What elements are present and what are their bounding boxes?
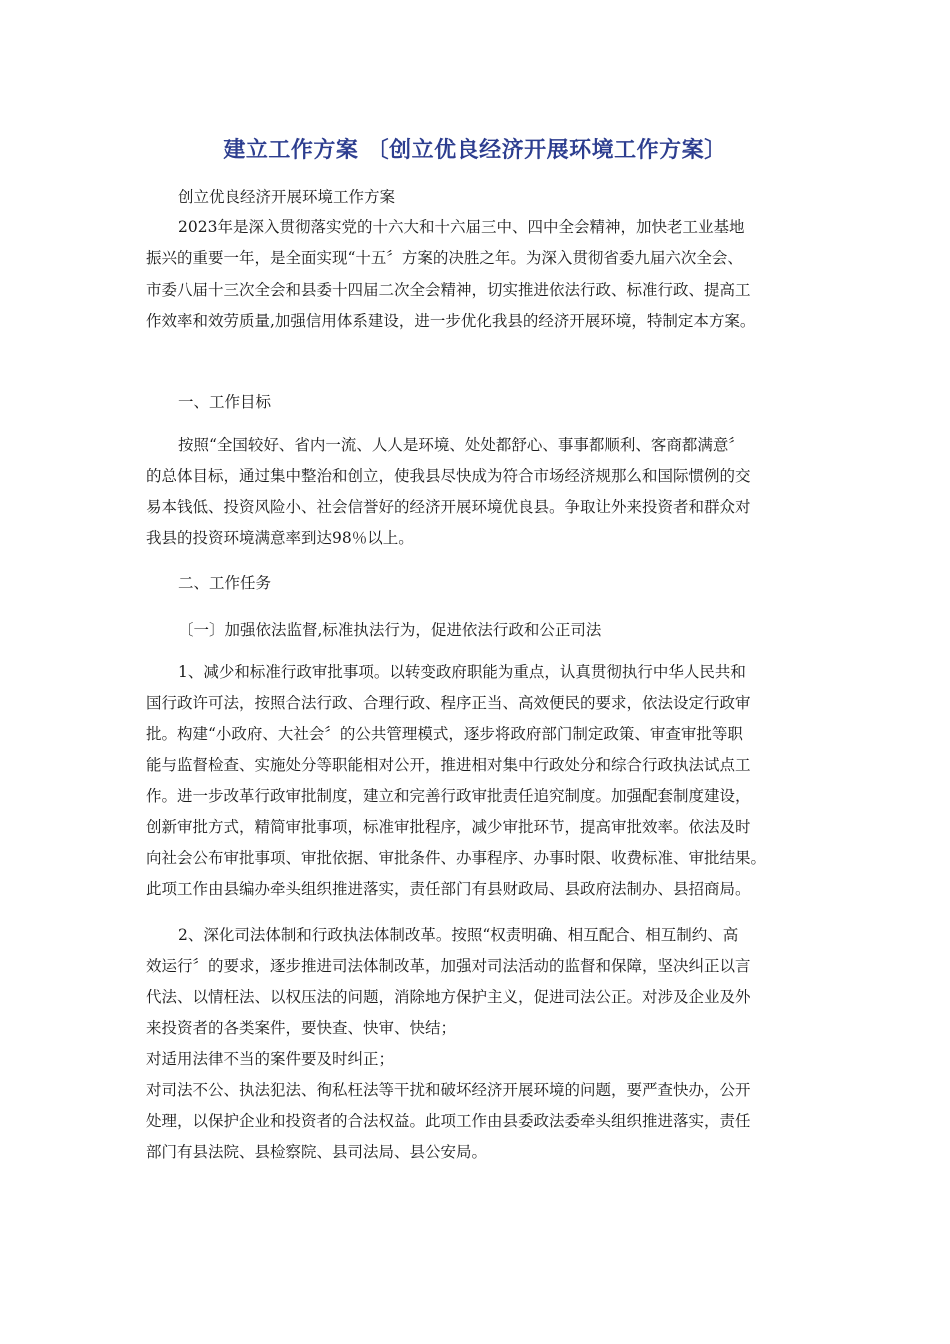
item-2-line: 代法、以情枉法、以权压法的问题，消除地方保护主义，促进司法公正。对涉及企业及外 — [146, 988, 751, 1006]
intro-line: 振兴的重要一年，是全面实现“十五〞方案的决胜之年。为深入贯彻省委九届六次全会、 — [146, 249, 743, 267]
intro-line: 2023年是深入贯彻落实党的十六大和十六届三中、四中全会精神，加快老工业基地 — [178, 218, 745, 236]
section-1-line: 易本钱低、投资风险小、社会信誉好的经济开展环境优良县。争取让外来投资者和群众对 — [146, 498, 751, 516]
document-subtitle: 创立优良经济开展环境工作方案 — [178, 188, 396, 206]
item-2-line: 2、深化司法体制和行政执法体制改革。按照“权责明确、相互配合、相互制约、高 — [178, 926, 739, 944]
intro-line: 作效率和效劳质量,加强信用体系建设，进一步优化我县的经济开展环境，特制定本方案。 — [146, 312, 756, 330]
item-1-line: 能与监督检查、实施处分等职能相对公开，推进相对集中行政处分和综合行政执法试点工 — [146, 756, 751, 774]
item-2-line: 部门有县法院、县检察院、县司法局、县公安局。 — [146, 1143, 488, 1161]
document-title: 建立工作方案 〔创立优良经济开展环境工作方案〕 — [223, 138, 727, 163]
item-2-line: 对司法不公、执法犯法、徇私枉法等干扰和破坏经济开展环境的问题，要严查快办，公开 — [146, 1081, 751, 1099]
section-1-line: 我县的投资环境满意率到达98％以上。 — [146, 529, 414, 547]
item-2-line: 来投资者的各类案件，要快查、快审、快结； — [146, 1019, 457, 1037]
section-1-line: 的总体目标，通过集中整治和创立，使我县尽快成为符合市场经济规那么和国际惯例的交 — [146, 467, 751, 485]
subsection-1-heading: 〔一〕加强依法监督,标准执法行为，促进依法行政和公正司法 — [178, 621, 602, 639]
item-1-line: 此项工作由县编办牵头组织推进落实，责任部门有县财政局、县政府法制办、县招商局。 — [146, 880, 751, 898]
item-2-line: 效运行〞的要求，逐步推进司法体制改革，加强对司法活动的监督和保障，坚决纠正以言 — [146, 957, 751, 975]
item-2-line: 处理，以保护企业和投资者的合法权益。此项工作由县委政法委牵头组织推进落实，责任 — [146, 1112, 751, 1130]
section-1-heading: 一、工作目标 — [178, 393, 272, 411]
section-1-line: 按照“全国较好、省内一流、人人是环境、处处都舒心、事事都顺利、客商都满意〞 — [178, 436, 744, 454]
item-1-line: 向社会公布审批事项、审批依据、审批条件、办事程序、办事时限、收费标准、审批结果。 — [146, 849, 767, 867]
section-2-heading: 二、工作任务 — [178, 574, 272, 592]
item-1-line: 创新审批方式，精简审批事项，标准审批程序，减少审批环节，提高审批效率。依法及时 — [146, 818, 751, 836]
intro-line: 市委八届十三次全会和县委十四届二次全会精神，切实推进依法行政、标准行政、提高工 — [146, 281, 751, 299]
item-1-line: 1、减少和标准行政审批事项。以转变政府职能为重点，认真贯彻执行中华人民共和 — [178, 663, 746, 681]
item-1-line: 批。构建“小政府、大社会〞的公共管理模式，逐步将政府部门制定政策、审查审批等职 — [146, 725, 743, 743]
item-2-line: 对适用法律不当的案件要及时纠正； — [146, 1050, 395, 1068]
item-1-line: 作。进一步改革行政审批制度，建立和完善行政审批责任追究制度。加强配套制度建设， — [146, 787, 751, 805]
item-1-line: 国行政许可法，按照合法行政、合理行政、程序正当、高效便民的要求，依法设定行政审 — [146, 694, 751, 712]
